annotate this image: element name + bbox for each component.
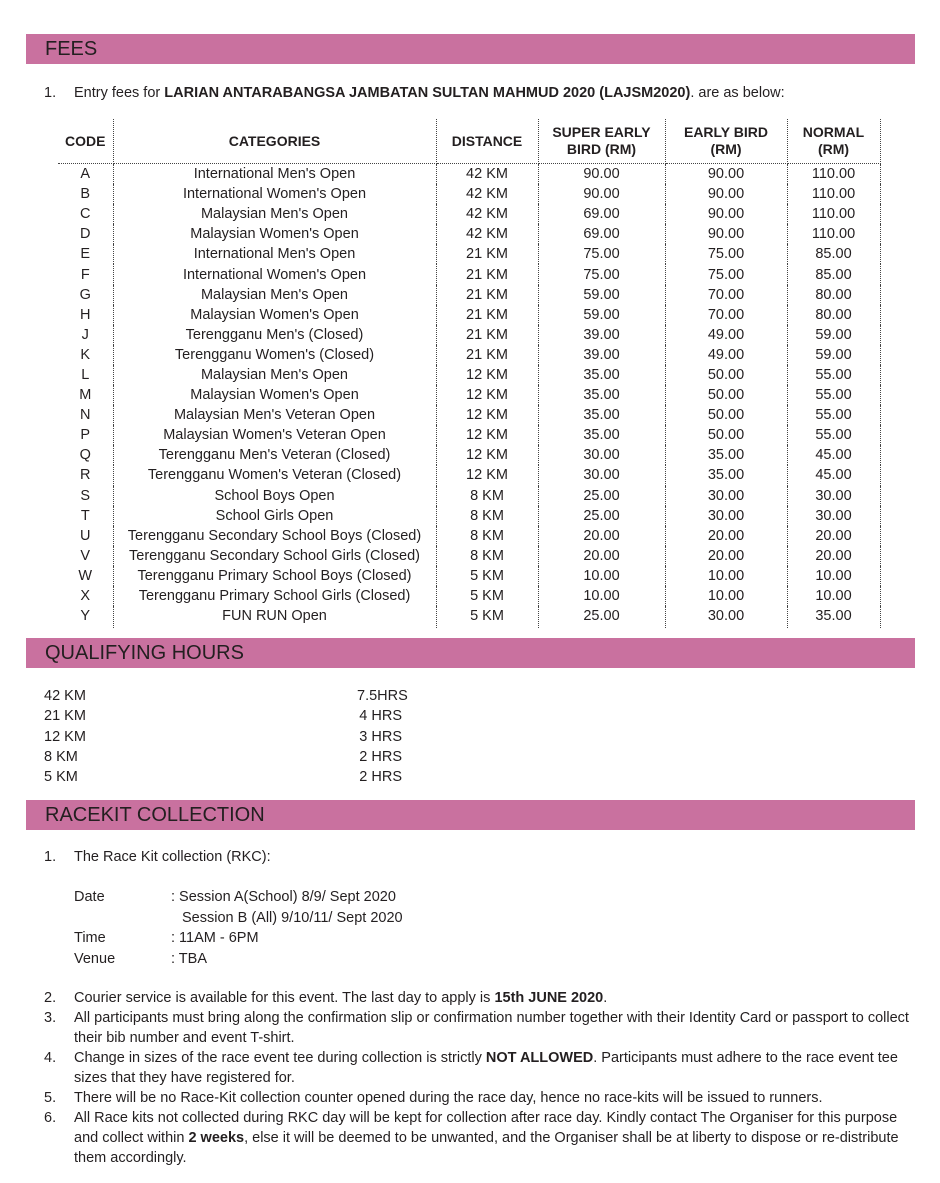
cell-super-early: 59.00 — [538, 305, 665, 325]
qualifying-row — [44, 767, 444, 787]
cell-early-bird: 75.00 — [665, 264, 787, 284]
cell-super-early: 69.00 — [538, 224, 665, 244]
item-number: 1. — [44, 849, 57, 865]
cell-code: P — [58, 425, 113, 445]
qualifying-row — [44, 727, 444, 747]
fees-section-header: FEES — [26, 34, 915, 64]
fees-table-row — [58, 184, 880, 204]
time-label: Time — [74, 930, 106, 946]
cell-category: Terengganu Men's (Closed) — [113, 325, 436, 345]
cell-super-early: 35.00 — [538, 365, 665, 385]
cell-normal: 59.00 — [787, 325, 880, 345]
qualifying-hours: 2 HRS — [359, 748, 402, 765]
cell-early-bird: 70.00 — [665, 305, 787, 325]
fees-table-row — [58, 224, 880, 244]
fees-table-header-row — [58, 119, 880, 164]
item-text-end: . — [603, 990, 608, 1006]
fees-table-row — [58, 506, 880, 526]
cell-super-early: 39.00 — [538, 345, 665, 365]
date-label: Date — [74, 889, 105, 905]
cell-category: School Boys Open — [113, 486, 436, 506]
cell-super-early: 10.00 — [538, 566, 665, 586]
cell-code: L — [58, 365, 113, 385]
item-text: Change in sizes of the race event tee during collection is strictly — [74, 1050, 486, 1066]
item-number: 5. — [44, 1090, 57, 1106]
cell-super-early: 25.00 — [538, 486, 665, 506]
racekit-item-6 — [44, 1108, 914, 1168]
cell-code: E — [58, 244, 113, 264]
cell-distance: 5 KM — [436, 586, 538, 606]
fees-table-row — [58, 365, 880, 385]
racekit-item-5 — [44, 1088, 914, 1108]
cell-normal: 55.00 — [787, 405, 880, 425]
racekit-section-header: RACEKIT COLLECTION — [26, 800, 915, 830]
cell-distance: 8 KM — [436, 526, 538, 546]
item-text: All Race kits not collected during RKC day will be kept for collection after race day. Kindly contact The Organiser for this purpose and collect within — [74, 1110, 898, 1146]
cell-normal: 80.00 — [787, 305, 880, 325]
cell-normal: 35.00 — [787, 606, 880, 628]
cell-category: Malaysian Women's Open — [113, 305, 436, 325]
cell-code: X — [58, 586, 113, 606]
qualifying-hours: 3 HRS — [359, 728, 402, 745]
cell-category: Malaysian Men's Veteran Open — [113, 405, 436, 425]
cell-distance: 21 KM — [436, 345, 538, 365]
cell-distance: 21 KM — [436, 325, 538, 345]
cell-early-bird: 50.00 — [665, 385, 787, 405]
cell-category: Malaysian Women's Veteran Open — [113, 425, 436, 445]
fees-table-body — [58, 164, 880, 629]
cell-normal: 110.00 — [787, 224, 880, 244]
fees-intro-text-before: Entry fees for — [74, 85, 165, 101]
header-super-early-line2: BIRD (RM) — [566, 141, 637, 157]
cell-distance: 12 KM — [436, 425, 538, 445]
cell-distance: 5 KM — [436, 606, 538, 628]
cell-early-bird: 35.00 — [665, 445, 787, 465]
item-text: Courier service is available for this event. The last day to apply is — [74, 990, 495, 1006]
date-value-2: Session B (All) 9/10/11/ Sept 2020 — [182, 909, 403, 926]
cell-early-bird: 50.00 — [665, 425, 787, 445]
cell-distance: 21 KM — [436, 264, 538, 284]
fees-table-row — [58, 445, 880, 465]
fees-table-row — [58, 405, 880, 425]
cell-normal: 110.00 — [787, 164, 880, 185]
fees-table-row — [58, 385, 880, 405]
fees-table-row — [58, 305, 880, 325]
item-text: All participants must bring along the confirmation slip or confirmation number together with their Identity Card or passport to collect their bib number and event T-shirt. — [74, 1010, 909, 1046]
fees-intro-text-after: . are as below: — [690, 85, 785, 101]
cell-early-bird: 49.00 — [665, 325, 787, 345]
cell-super-early: 25.00 — [538, 506, 665, 526]
cell-code: S — [58, 486, 113, 506]
cell-distance: 12 KM — [436, 465, 538, 485]
item-number: 4. — [44, 1050, 57, 1066]
deadline-date: 15th JUNE 2020 — [494, 990, 604, 1006]
qualifying-distance: 5 KM — [44, 769, 78, 786]
cell-distance: 12 KM — [436, 365, 538, 385]
time-value: : 11AM - 6PM — [171, 930, 259, 946]
fees-table-row — [58, 486, 880, 506]
header-code: CODE — [58, 119, 113, 164]
item-text-end: , else it will be deemed to be unwanted, and the Organiser shall be at liberty to dispose or re-distribute them accordingly. — [74, 1130, 899, 1166]
cell-distance: 5 KM — [436, 566, 538, 586]
qualifying-distance: 21 KM — [44, 708, 86, 725]
fees-intro-number: 1. — [44, 85, 57, 101]
cell-super-early: 35.00 — [538, 425, 665, 445]
cell-code: A — [58, 164, 113, 185]
cell-distance: 12 KM — [436, 405, 538, 425]
cell-early-bird: 70.00 — [665, 285, 787, 305]
cell-early-bird: 10.00 — [665, 566, 787, 586]
cell-normal: 10.00 — [787, 566, 880, 586]
cell-early-bird: 90.00 — [665, 224, 787, 244]
cell-early-bird: 90.00 — [665, 204, 787, 224]
cell-distance: 8 KM — [436, 486, 538, 506]
cell-code: M — [58, 385, 113, 405]
cell-normal: 110.00 — [787, 184, 880, 204]
cell-early-bird: 50.00 — [665, 405, 787, 425]
fees-table-row — [58, 204, 880, 224]
cell-super-early: 75.00 — [538, 244, 665, 264]
fees-table-row — [58, 264, 880, 284]
cell-category: International Men's Open — [113, 164, 436, 185]
racekit-item-3 — [44, 1008, 914, 1048]
cell-distance: 12 KM — [436, 385, 538, 405]
cell-normal: 20.00 — [787, 526, 880, 546]
header-early-bird-line2: (RM) — [710, 141, 742, 157]
cell-code: G — [58, 285, 113, 305]
cell-normal: 45.00 — [787, 465, 880, 485]
cell-category: School Girls Open — [113, 506, 436, 526]
item-text: There will be no Race-Kit collection counter opened during the race day, hence no race-kits will be issued to runners. — [74, 1090, 823, 1106]
qualifying-hours-list — [44, 686, 444, 787]
cell-normal: 30.00 — [787, 506, 880, 526]
item-text-end: . Participants must adhere to the race event tee sizes that they have registered for. — [74, 1050, 898, 1086]
header-early-bird-line1: EARLY BIRD — [683, 124, 769, 140]
cell-super-early: 90.00 — [538, 164, 665, 185]
cell-early-bird: 50.00 — [665, 365, 787, 385]
fees-table-row — [58, 345, 880, 365]
qualifying-distance: 42 KM — [44, 688, 86, 704]
cell-category: Malaysian Women's Open — [113, 224, 436, 244]
cell-super-early: 20.00 — [538, 546, 665, 566]
header-distance: DISTANCE — [436, 119, 538, 164]
header-normal — [787, 119, 880, 164]
cell-normal: 30.00 — [787, 486, 880, 506]
cell-code: U — [58, 526, 113, 546]
cell-distance: 42 KM — [436, 224, 538, 244]
racekit-item-1 — [44, 847, 914, 867]
cell-super-early: 69.00 — [538, 204, 665, 224]
event-name: LARIAN ANTARABANGSA JAMBATAN SULTAN MAHMUD 2020 (LAJSM2020) — [164, 85, 691, 101]
cell-category: International Women's Open — [113, 184, 436, 204]
header-normal-line1: NORMAL — [802, 124, 865, 140]
cell-normal: 55.00 — [787, 385, 880, 405]
cell-super-early: 10.00 — [538, 586, 665, 606]
cell-code: Y — [58, 606, 113, 628]
fees-table-row — [58, 586, 880, 606]
cell-distance: 8 KM — [436, 506, 538, 526]
cell-normal: 85.00 — [787, 244, 880, 264]
item-number: 6. — [44, 1110, 57, 1126]
cell-super-early: 30.00 — [538, 465, 665, 485]
fees-table-row — [58, 606, 880, 628]
item-number: 2. — [44, 990, 57, 1006]
cell-super-early: 35.00 — [538, 405, 665, 425]
item-text: The Race Kit collection (RKC): — [74, 849, 271, 865]
header-early-bird — [665, 119, 787, 164]
cell-code: F — [58, 264, 113, 284]
cell-code: N — [58, 405, 113, 425]
cell-code: C — [58, 204, 113, 224]
fees-table-row — [58, 526, 880, 546]
venue-label: Venue — [74, 950, 116, 967]
fees-table-row — [58, 164, 880, 185]
cell-category: FUN RUN Open — [113, 606, 436, 628]
cell-normal: 45.00 — [787, 445, 880, 465]
qualifying-row — [44, 747, 444, 767]
cell-normal: 20.00 — [787, 546, 880, 566]
cell-early-bird: 30.00 — [665, 606, 787, 628]
cell-code: Q — [58, 445, 113, 465]
cell-super-early: 30.00 — [538, 445, 665, 465]
cell-code: K — [58, 345, 113, 365]
cell-code: H — [58, 305, 113, 325]
cell-category: Terengganu Secondary School Girls (Closed) — [113, 546, 436, 566]
cell-early-bird: 90.00 — [665, 164, 787, 185]
cell-distance: 42 KM — [436, 204, 538, 224]
cell-category: Terengganu Women's Veteran (Closed) — [113, 465, 436, 485]
cell-super-early: 35.00 — [538, 385, 665, 405]
cell-normal: 55.00 — [787, 365, 880, 385]
cell-normal: 59.00 — [787, 345, 880, 365]
header-normal-line2: (RM) — [817, 141, 850, 157]
qualifying-row — [44, 706, 444, 726]
qualifying-hours: 7.5HRS — [357, 688, 408, 704]
cell-distance: 21 KM — [436, 244, 538, 264]
header-super-early-bird — [538, 119, 665, 164]
fees-table-row — [58, 325, 880, 345]
cell-early-bird: 35.00 — [665, 465, 787, 485]
cell-super-early: 25.00 — [538, 606, 665, 628]
cell-super-early: 20.00 — [538, 526, 665, 546]
cell-category: International Women's Open — [113, 264, 436, 284]
cell-category: International Men's Open — [113, 244, 436, 264]
cell-super-early: 39.00 — [538, 325, 665, 345]
qualifying-distance: 12 KM — [44, 728, 86, 745]
qualifying-row — [44, 686, 444, 706]
cell-code: R — [58, 465, 113, 485]
fees-table-row — [58, 546, 880, 566]
cell-category: Malaysian Men's Open — [113, 365, 436, 385]
cell-category: Terengganu Primary School Boys (Closed) — [113, 566, 436, 586]
cell-early-bird: 49.00 — [665, 345, 787, 365]
fees-table-row — [58, 566, 880, 586]
cell-normal: 85.00 — [787, 264, 880, 284]
venue-value: : TBA — [171, 950, 207, 967]
cell-early-bird: 90.00 — [665, 184, 787, 204]
cell-distance: 42 KM — [436, 164, 538, 185]
cell-category: Terengganu Men's Veteran (Closed) — [113, 445, 436, 465]
cell-category: Terengganu Secondary School Boys (Closed) — [113, 526, 436, 546]
racekit-item-2 — [44, 988, 914, 1008]
cell-early-bird: 30.00 — [665, 506, 787, 526]
fees-table-row — [58, 465, 880, 485]
date-value-1: : Session A(School) 8/9/ Sept 2020 — [171, 889, 396, 905]
header-categories: CATEGORIES — [113, 119, 436, 164]
qualifying-section-header: QUALIFYING HOURS — [26, 638, 915, 668]
cell-category: Terengganu Women's (Closed) — [113, 345, 436, 365]
cell-code: D — [58, 224, 113, 244]
cell-super-early: 59.00 — [538, 285, 665, 305]
cell-early-bird: 30.00 — [665, 486, 787, 506]
two-weeks-emphasis: 2 weeks — [188, 1130, 245, 1146]
not-allowed-emphasis: NOT ALLOWED — [485, 1050, 594, 1066]
cell-distance: 21 KM — [436, 285, 538, 305]
cell-category: Malaysian Men's Open — [113, 285, 436, 305]
cell-code: T — [58, 506, 113, 526]
fees-table-row — [58, 285, 880, 305]
fees-table-row — [58, 244, 880, 264]
cell-category: Malaysian Women's Open — [113, 385, 436, 405]
cell-early-bird: 20.00 — [665, 526, 787, 546]
cell-code: V — [58, 546, 113, 566]
cell-early-bird: 75.00 — [665, 244, 787, 264]
cell-distance: 8 KM — [436, 546, 538, 566]
fees-table — [58, 119, 881, 628]
cell-code: B — [58, 184, 113, 204]
qualifying-distance: 8 KM — [44, 748, 78, 765]
qualifying-hours: 2 HRS — [359, 769, 402, 786]
cell-normal: 10.00 — [787, 586, 880, 606]
cell-super-early: 75.00 — [538, 264, 665, 284]
cell-distance: 42 KM — [436, 184, 538, 204]
item-number: 3. — [44, 1010, 57, 1026]
cell-code: W — [58, 566, 113, 586]
cell-normal: 80.00 — [787, 285, 880, 305]
cell-code: J — [58, 325, 113, 345]
cell-normal: 55.00 — [787, 425, 880, 445]
cell-early-bird: 10.00 — [665, 586, 787, 606]
cell-distance: 21 KM — [436, 305, 538, 325]
qualifying-hours: 4 HRS — [359, 708, 402, 725]
cell-distance: 12 KM — [436, 445, 538, 465]
header-super-early-line1: SUPER EARLY — [552, 124, 651, 140]
cell-super-early: 90.00 — [538, 184, 665, 204]
cell-category: Terengganu Primary School Girls (Closed) — [113, 586, 436, 606]
fees-intro — [44, 85, 785, 101]
fees-table-row — [58, 425, 880, 445]
cell-category: Malaysian Men's Open — [113, 204, 436, 224]
cell-normal: 110.00 — [787, 204, 880, 224]
racekit-item-4 — [44, 1048, 914, 1088]
cell-early-bird: 20.00 — [665, 546, 787, 566]
